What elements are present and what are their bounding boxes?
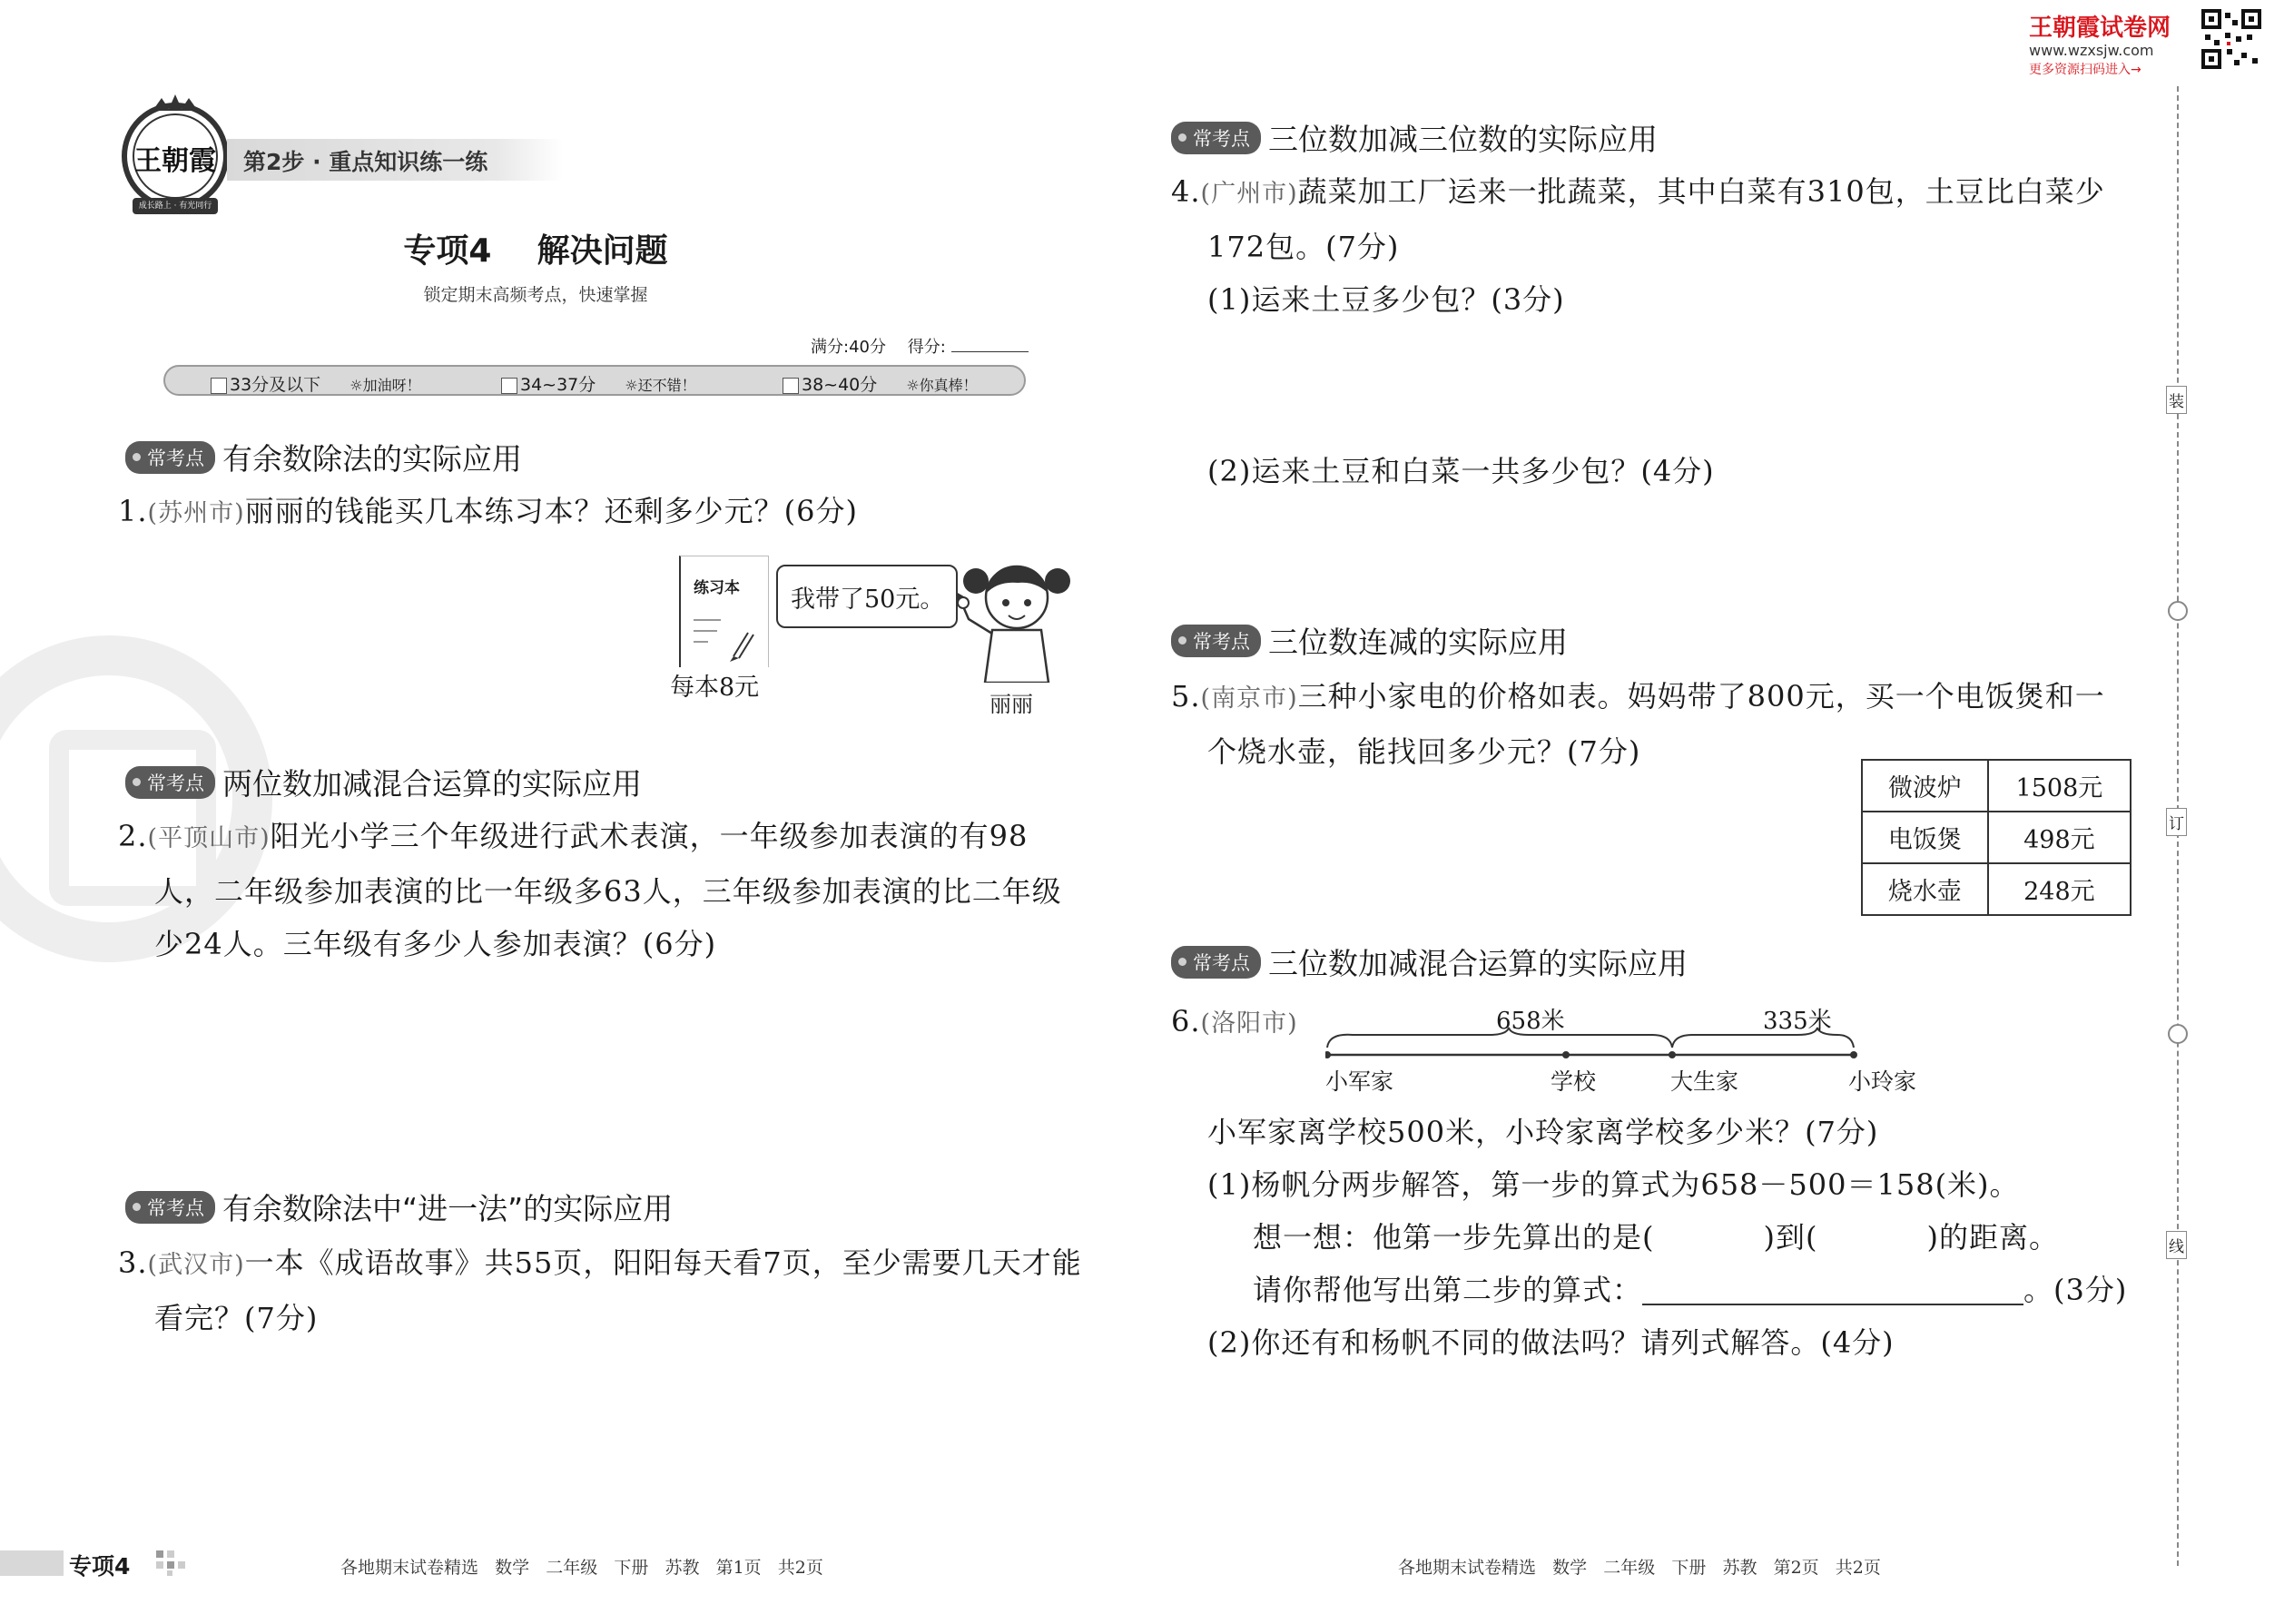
table-row [1862, 760, 2131, 812]
grading-range: 38~40分 [802, 375, 878, 395]
key-point-tag: 常考点 [125, 441, 215, 474]
girl-name: 丽丽 [989, 692, 1033, 717]
section-title: 两位数加减混合运算的实际应用 [222, 766, 642, 802]
grading-item [501, 371, 696, 396]
score-row [811, 334, 1029, 358]
grading-checkbox[interactable] [211, 378, 227, 394]
grading-bar [163, 365, 1026, 396]
qr-code-icon[interactable] [2201, 9, 2261, 69]
question-city: (苏州市) [147, 499, 245, 527]
table-cell: 1508元 [1988, 760, 2131, 812]
question-number: 5. [1171, 679, 1201, 714]
footer-left: 各地期末试卷精选 数学 二年级 下册 苏教 第1页 共2页 [340, 1558, 823, 1578]
page-subtitle: 锁定期末高频考点，快速掌握 [423, 285, 648, 305]
section-heading-2 [125, 761, 642, 803]
question-line-1: 蔬菜加工厂运来一批蔬菜，其中白菜有310包，土豆比白菜少 [1297, 174, 2105, 209]
logo-badge [116, 91, 234, 218]
brand-site-url[interactable]: www.wzxsjw.com [2029, 42, 2154, 59]
key-point-tag: 常考点 [125, 1191, 215, 1224]
speech-bubble [776, 565, 958, 628]
write-text-a: 请你帮他写出第二步的算式： [1253, 1273, 1643, 1307]
page-title: 专项4 解决问题 [403, 232, 668, 270]
question-line-1: 三种小家电的价格如表。妈妈带了800元，买一个电饭煲和一 [1297, 679, 2105, 714]
section-heading-6 [1171, 940, 1688, 983]
question-2 [118, 810, 1062, 970]
section-heading-1 [125, 436, 522, 478]
section-title: 有余数除法的实际应用 [222, 441, 522, 477]
place-label: 小军家 [1325, 1068, 1394, 1095]
sun-icon: ☼ [906, 377, 920, 394]
pencil-icon [690, 611, 763, 665]
notebook-illustration [679, 556, 769, 667]
binding-mark: 订 [2166, 808, 2187, 836]
question-line-1: 一本《成语故事》共55页，阳阳每天看7页，至少需要几天才能 [244, 1245, 1082, 1280]
section-heading-4 [1171, 116, 1658, 159]
think-text-c: )的距离。 [1926, 1220, 2059, 1255]
footer-bar [0, 1550, 64, 1576]
place-label: 小玲家 [1848, 1068, 1917, 1095]
question-line-2: 个烧水壶，能找回多少元？(7分) [1207, 734, 1641, 769]
binding-mark: 装 [2166, 386, 2187, 414]
grading-comment: 还不错！ [637, 377, 696, 394]
brand-block [2011, 7, 2274, 80]
price-label: 每本8元 [670, 674, 760, 702]
question-line-1: 小军家离学校500米，小玲家离学校多少米？(7分) [1207, 1115, 1879, 1149]
step-banner-text: 第2步 · 重点知识练一练 [243, 149, 488, 175]
section-title: 有余数除法中“进一法”的实际应用 [222, 1191, 674, 1226]
grading-item [783, 371, 978, 396]
key-point-tag: 常考点 [1171, 946, 1261, 979]
question-number: 3. [118, 1245, 148, 1280]
table-cell: 微波炉 [1862, 760, 1988, 812]
answer-underline[interactable] [1642, 1276, 2023, 1305]
grading-comment: 你真棒！ [919, 377, 978, 394]
table-cell: 烧水壶 [1862, 863, 1988, 915]
table-cell: 498元 [1988, 812, 2131, 863]
table-row [1862, 863, 2131, 915]
question-city: (平顶山市) [147, 824, 271, 852]
sub-question-2: (2)运来土豆和白菜一共多少包？(4分) [1207, 454, 1715, 488]
think-text-b: )到( [1763, 1220, 1818, 1255]
question-number: 4. [1171, 174, 1201, 209]
question-line-2: 人，二年级参加表演的比一年级多63人，三年级参加表演的比二年级 [154, 874, 1062, 909]
place-label: 大生家 [1670, 1068, 1739, 1095]
place-label: 学校 [1551, 1068, 1597, 1095]
speech-text: 我带了50元。 [791, 586, 945, 614]
footer-badge: 专项4 [64, 1549, 135, 1581]
binding-mark: 线 [2166, 1231, 2187, 1259]
question-4 [1171, 165, 2105, 326]
girl-illustration [958, 556, 1076, 683]
footer-right: 各地期末试卷精选 数学 二年级 下册 苏教 第2页 共2页 [1398, 1558, 1881, 1578]
question-6-header [1171, 995, 1298, 1050]
write-text-b: 。(3分) [2023, 1273, 2128, 1307]
question-number: 2. [118, 819, 148, 853]
think-line [1207, 1211, 2127, 1264]
question-1 [118, 485, 858, 540]
question-line-1: 阳光小学三个年级进行武术表演，一年级参加表演的有98 [270, 819, 1029, 853]
question-line-2: 172包。(7分) [1207, 230, 1400, 264]
key-point-tag: 常考点 [125, 766, 215, 799]
section-title: 三位数加减混合运算的实际应用 [1268, 946, 1688, 981]
section-heading-5 [1171, 619, 1568, 662]
sub-question-1: (1)运来土豆多少包？(3分) [1207, 282, 1565, 317]
key-point-tag: 常考点 [1171, 625, 1261, 657]
price-table [1861, 759, 2132, 916]
key-point-tag: 常考点 [1171, 122, 1261, 154]
sun-icon: ☼ [350, 377, 363, 394]
step-banner [227, 139, 563, 181]
binding-hole-icon [2168, 1024, 2188, 1044]
question-6-body [1207, 1106, 2127, 1369]
grading-checkbox[interactable] [501, 378, 517, 394]
section-title: 三位数加减三位数的实际应用 [1268, 122, 1658, 157]
question-line-3: 少24人。三年级有多少人参加表演？(6分) [154, 927, 717, 961]
grading-item [211, 371, 421, 396]
brand-site-note: 更多资源扫码进入→ [2029, 63, 2141, 77]
question-number: 1. [118, 494, 148, 528]
logo-text: 王朝霞 [134, 145, 216, 177]
question-3 [118, 1236, 1082, 1344]
full-score: 满分:40分 [811, 338, 886, 357]
sub-question-1: (1)杨帆分两步解答，第一步的算式为658－500＝158(米)。 [1207, 1167, 2020, 1202]
table-cell: 电饭煲 [1862, 812, 1988, 863]
brand-site-name: 王朝霞试卷网 [2029, 15, 2171, 42]
got-score-label: 得分: [907, 338, 946, 357]
question-city: (南京市) [1200, 684, 1298, 713]
sun-icon: ☼ [625, 377, 638, 394]
section-title: 三位数连减的实际应用 [1268, 625, 1568, 660]
question-text: 丽丽的钱能买几本练习本？还剩多少元？(6分) [244, 494, 858, 528]
table-cell: 248元 [1988, 863, 2131, 915]
question-number: 6. [1171, 1004, 1201, 1038]
question-city: (洛阳市) [1200, 1009, 1298, 1038]
question-city: (广州市) [1200, 180, 1298, 208]
table-row [1862, 812, 2131, 863]
section-heading-3 [125, 1186, 673, 1228]
write-line [1207, 1264, 2127, 1316]
grading-checkbox[interactable] [783, 378, 799, 394]
distance-label-2: 335米 [1763, 1008, 1832, 1035]
think-text-a: 想一想：他第一步先算出的是( [1253, 1220, 1655, 1255]
question-city: (武汉市) [147, 1251, 245, 1279]
sub-question-2: (2)你还有和杨帆不同的做法吗？请列式解答。(4分) [1207, 1325, 1895, 1360]
grading-comment: 加油呀！ [362, 377, 421, 394]
got-score-blank[interactable] [951, 351, 1029, 352]
footer-squares-icon [156, 1550, 187, 1576]
logo-subtext: 成长路上 · 有光同行 [138, 202, 212, 211]
binding-hole-icon [2168, 601, 2188, 621]
grading-range: 34~37分 [520, 375, 596, 395]
notebook-label: 练习本 [694, 579, 740, 597]
distance-label-1: 658米 [1496, 1008, 1565, 1035]
question-line-2: 看完？(7分) [154, 1301, 319, 1335]
grading-range: 33分及以下 [230, 375, 321, 395]
